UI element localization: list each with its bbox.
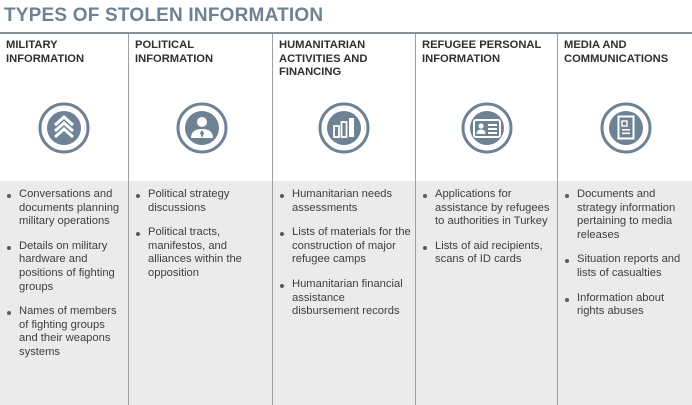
person-icon xyxy=(175,101,229,155)
column-heading: MILITARY INFORMATION xyxy=(6,39,85,65)
list-item: Details on military hardware and positions of fighting groups xyxy=(0,240,128,294)
column-header xyxy=(129,34,272,181)
bar-chart-icon xyxy=(317,101,371,155)
list-item: Humanitarian needs assessments xyxy=(273,188,415,215)
column-header xyxy=(0,34,128,181)
list-item: Political tracts, manifestos, and alliances within the opposition xyxy=(129,226,272,280)
column-header xyxy=(558,34,692,181)
list-item: Political strategy discussions xyxy=(129,188,272,215)
info-types-grid xyxy=(0,34,692,405)
column-political xyxy=(128,34,272,405)
column-humanitarian xyxy=(272,34,415,405)
page-title: TYPES OF STOLEN INFORMATION xyxy=(4,5,324,26)
id-card-icon xyxy=(460,101,514,155)
column-body xyxy=(0,181,128,405)
list-item: Information about rights abuses xyxy=(558,292,692,319)
column-heading: POLITICAL INFORMATION xyxy=(135,39,214,65)
column-body xyxy=(416,181,557,405)
column-header xyxy=(416,34,557,181)
list-item: Humanitarian financial assistance disbursement records xyxy=(273,278,415,319)
column-body xyxy=(273,181,415,405)
bullet-list xyxy=(558,188,692,330)
column-heading: HUMANITARIAN ACTIVITIES AND FINANCING xyxy=(279,39,368,78)
column-refugee xyxy=(415,34,557,405)
bullet-list xyxy=(273,188,415,330)
column-media xyxy=(557,34,692,405)
bullet-list xyxy=(129,188,272,292)
column-body xyxy=(129,181,272,405)
column-body xyxy=(558,181,692,405)
column-header xyxy=(273,34,415,181)
document-icon xyxy=(599,101,653,155)
column-heading: MEDIA AND COMMUNICATIONS xyxy=(564,39,669,65)
chevrons-up-icon xyxy=(37,101,91,155)
column-heading: REFUGEE PERSONAL INFORMATION xyxy=(422,39,542,65)
bullet-list xyxy=(416,188,557,278)
bullet-list xyxy=(0,188,128,371)
list-item: Names of members of fighting groups and their weapons systems xyxy=(0,305,128,359)
list-item: Lists of materials for the construction of major refugee camps xyxy=(273,226,415,267)
column-military xyxy=(0,34,128,405)
list-item: Documents and strategy information pertaining to media releases xyxy=(558,188,692,242)
list-item: Conversations and documents planning military operations xyxy=(0,188,128,229)
list-item: Lists of aid recipients, scans of ID cards xyxy=(416,240,557,267)
list-item: Applications for assistance by refugees to authorities in Turkey xyxy=(416,188,557,229)
list-item: Situation reports and lists of casualties xyxy=(558,253,692,280)
